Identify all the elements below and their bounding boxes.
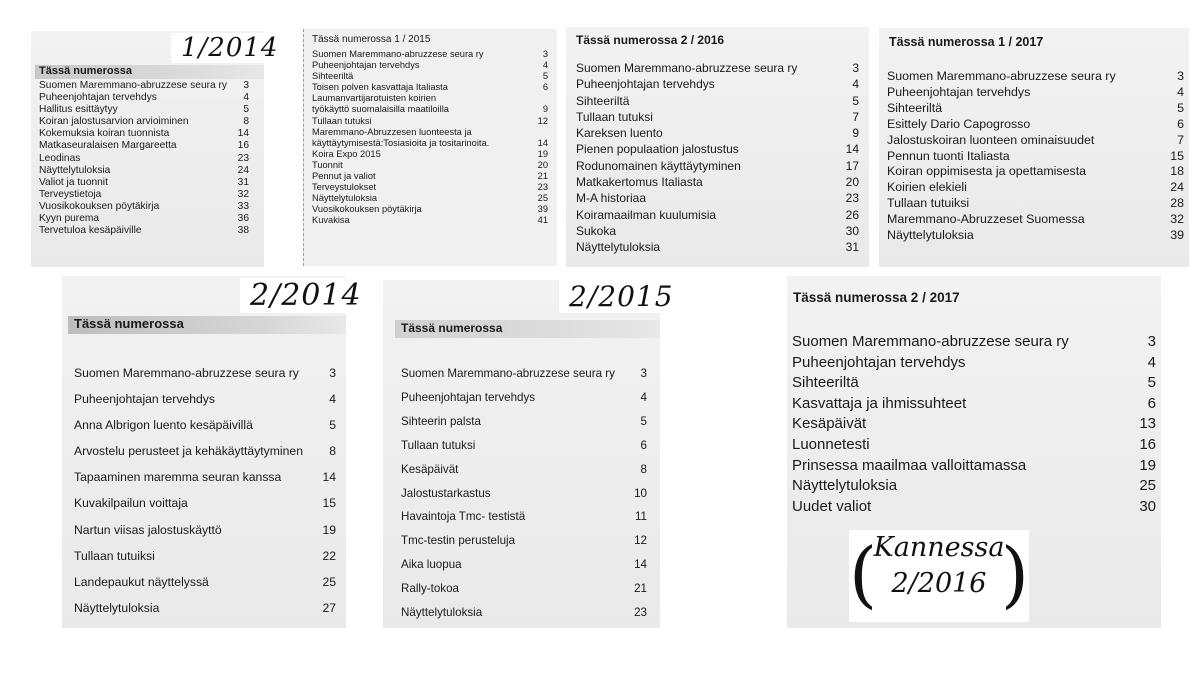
toc-entry-title: Uudet valiot [792, 497, 872, 515]
toc-entry [74, 517, 336, 543]
toc-entry-page: 31 [237, 176, 249, 188]
toc-entry [792, 435, 1156, 456]
toc-entry-page: 24 [1170, 180, 1184, 195]
toc-entry [401, 386, 647, 410]
toc-entry-title: Matkakertomus Italiasta [576, 175, 703, 190]
toc-entry-title: Tullaan tutuksi [401, 438, 476, 452]
toc-entry-page: 30 [845, 223, 859, 238]
toc-entry [39, 225, 249, 237]
toc-entry-title: Anna Albrigon luento kesäpäivillä [74, 418, 253, 433]
toc-entry-title: Kyyn purema [39, 213, 100, 225]
toc-entry-page: 4 [640, 390, 647, 404]
toc-entry-page: 14 [634, 558, 647, 572]
toc-list [576, 60, 859, 256]
toc-entry-title: Sihteerin palsta [401, 414, 481, 428]
toc-entry-title: Terveystulokset [312, 182, 377, 193]
toc-entry-title: Näyttelytuloksia [887, 228, 974, 243]
toc-entry-page: 7 [1177, 132, 1184, 147]
toc-entry-page: 14 [845, 142, 859, 157]
toc-entry-title: Näyttelytuloksia [312, 193, 378, 204]
toc-entry [312, 204, 548, 215]
toc-entry-page: 32 [237, 188, 249, 200]
toc-entry-title: Näyttelytuloksia [792, 477, 898, 495]
toc-entry-page: 5 [1177, 100, 1184, 115]
toc-entry-title: Maremmano-Abruzzeset Suomessa [887, 212, 1085, 227]
toc-card-2015-1 [303, 29, 557, 266]
toc-entry [401, 410, 647, 434]
handwritten-issue-label: 2/2014 [240, 278, 372, 313]
toc-entry-page: 9 [852, 126, 859, 141]
toc-entry-page: 6 [1147, 394, 1156, 412]
toc-entry-title: Tullaan tutuksi [576, 109, 653, 124]
toc-card-2017-1 [879, 28, 1189, 267]
toc-entry [39, 104, 249, 116]
toc-entry-title: M-A historiaa [576, 191, 647, 206]
toc-entry-title: Vuosikokouksen pöytäkirja [312, 204, 422, 215]
toc-entry [576, 93, 859, 109]
toc-entry-title: Kasvattaja ja ihmissuhteet [792, 394, 967, 412]
toc-entry [312, 60, 548, 71]
toc-entry-title: Vuosikokouksen pöytäkirja [39, 200, 160, 212]
toc-entry-page: 5 [329, 418, 336, 433]
toc-entry-page: 21 [634, 582, 647, 596]
handwritten-issue-label: 2/2015 [559, 280, 684, 313]
toc-entry-title: Koirien elekieli [887, 180, 967, 195]
toc-entry-title: Landepaukut näyttelyssä [74, 574, 209, 589]
toc-entry-title: Tervetuloa kesäpäiville [39, 225, 142, 237]
toc-entry-title: Terveystietoja [39, 188, 102, 200]
toc-entry-page: 3 [1147, 333, 1156, 350]
toc-entry-page: 12 [634, 534, 647, 548]
toc-entry [887, 133, 1184, 149]
toc-entry [74, 438, 336, 464]
toc-entry-title: työkäyttö suomalaisilla maatiloilla [312, 104, 449, 115]
toc-entry-page: 19 [322, 522, 336, 537]
toc-entry-page: 19 [537, 148, 548, 159]
toc-entry-page: 4 [243, 92, 249, 104]
toc-entry-title: Puheenjohtajan tervehdys [576, 77, 715, 92]
toc-entry [39, 213, 249, 225]
toc-entry-page: 20 [537, 159, 548, 170]
toc-entry-title: Sihteeriltä [887, 100, 943, 115]
toc-entry-title: Suomen Maremmano-abruzzese seura ry [39, 80, 227, 91]
toc-entry [74, 595, 336, 621]
toc-entry-page: 7 [852, 109, 859, 124]
toc-entry-title: Tuonnit [312, 159, 343, 170]
toc-entry [39, 201, 249, 213]
toc-entry-page: 4 [1177, 84, 1184, 99]
toc-entry-title: Puheenjohtajan tervehdys [312, 60, 420, 71]
toc-entry [576, 76, 859, 92]
toc-entry [312, 49, 548, 60]
toc-entry [401, 601, 647, 625]
toc-card-2016-2 [566, 27, 869, 267]
toc-entry [39, 177, 249, 189]
toc-entry-title: Koiramaailman kuulumisia [576, 207, 717, 222]
toc-entry-title: Arvostelu perusteet ja kehäkäyttäytyminen [74, 444, 303, 459]
toc-entry [576, 174, 859, 190]
toc-entry-page: 26 [845, 207, 859, 222]
toc-entry-page: 20 [845, 175, 859, 190]
toc-entry-page: 6 [542, 82, 548, 93]
toc-entry-page: 41 [537, 215, 548, 226]
toc-entry-page: 25 [322, 574, 336, 589]
toc-entry-page: 3 [243, 80, 249, 91]
toc-entry [74, 490, 336, 516]
toc-entry-title: Suomen Maremmano-abruzzese seura ry [312, 49, 484, 59]
toc-entry [312, 215, 548, 226]
toc-entry-title: Prinsessa maailmaa valloittamassa [792, 456, 1027, 474]
toc-entry-page: 14 [322, 470, 336, 485]
toc-card-2014-2 [62, 276, 362, 628]
toc-entry-page: 38 [237, 225, 249, 237]
toc-entry [312, 82, 548, 93]
toc-title: Tässä numerossa [39, 65, 132, 77]
toc-entry-page: 4 [1147, 353, 1156, 371]
toc-entry-page: 23 [634, 606, 647, 620]
toc-entry-title: Rodunomainen käyttäytyminen [576, 158, 741, 173]
toc-entry-page: 3 [1177, 69, 1184, 83]
toc-entry [312, 193, 548, 204]
toc-entry [401, 362, 647, 386]
toc-entry-title: Luonnetesti [792, 435, 870, 453]
toc-entry-page: 6 [1177, 116, 1184, 131]
cover-note-line1: Kannessa [873, 532, 1005, 563]
toc-entry-title: Näyttelytuloksia [74, 600, 160, 615]
toc-entry-title: Koiran oppimisesta ja opettamisesta [887, 164, 1087, 179]
toc-list [792, 332, 1156, 517]
toc-entry-page: 5 [852, 93, 859, 108]
toc-card-2015-2 [383, 280, 674, 628]
toc-entry-title: Suomen Maremmano-abruzzese seura ry [792, 333, 1069, 350]
toc-entry-title: Jalostustarkastus [401, 486, 491, 500]
toc-entry [401, 434, 647, 458]
toc-entry [401, 529, 647, 553]
toc-entry-page: 5 [542, 71, 548, 82]
toc-entry-title: Pienen populaation jalostustus [576, 142, 739, 157]
toc-entry-title: Tmc-testin perusteluja [401, 534, 516, 548]
cover-note-line2: 2/2016 [891, 568, 987, 599]
toc-entry-page: 5 [640, 414, 647, 428]
toc-entry-page: 17 [845, 158, 859, 173]
toc-entry-title: Valiot ja tuonnit [39, 176, 108, 188]
toc-entry-page: 6 [640, 438, 647, 452]
toc-entry [401, 577, 647, 601]
toc-entry-title: Aika luopua [401, 558, 462, 572]
toc-entry-page: 12 [537, 115, 548, 126]
toc-entry [39, 92, 249, 104]
handwritten-cover-note [849, 530, 1029, 622]
toc-entry-title: Koira Expo 2015 [312, 148, 381, 159]
toc-title: Tässä numerossa 1 / 2015 [312, 34, 431, 45]
toc-entry [792, 373, 1156, 394]
toc-entry [39, 153, 249, 165]
toc-entry [39, 128, 249, 140]
toc-entry [792, 332, 1156, 353]
toc-entry-title: Näyttelytuloksia [576, 240, 661, 255]
toc-entry-title: Kesäpäivät [401, 462, 459, 476]
toc-entry-title: Kuvakisa [312, 215, 350, 226]
toc-entry [74, 412, 336, 438]
toc-entry-page: 3 [329, 366, 336, 380]
toc-entry-title: Pennun tuonti Italiasta [887, 148, 1010, 163]
toc-entry-title: Kokemuksia koiran tuonnista [39, 128, 170, 140]
toc-entry-title: Havaintoja Tmc- testistä [401, 510, 526, 524]
toc-entry-title: Puheenjohtajan tervehdys [401, 390, 536, 404]
toc-entry-title: käyttäytymisestä:Tosiasioita ja tositarinoita. [312, 137, 490, 148]
toc-entry-page: 24 [237, 164, 249, 176]
toc-entry [887, 164, 1184, 180]
toc-entry [792, 414, 1156, 435]
toc-entry [312, 149, 548, 160]
toc-entry-page: 16 [237, 140, 249, 152]
toc-entry-page: 28 [1170, 196, 1184, 211]
toc-entry [312, 171, 548, 182]
toc-entry [576, 239, 859, 255]
toc-entry [312, 182, 548, 193]
toc-entry [576, 109, 859, 125]
toc-entry [576, 190, 859, 206]
toc-entry-page: 13 [1139, 415, 1156, 433]
toc-entry-title: Suomen Maremmano-abruzzese seura ry [74, 366, 299, 380]
toc-entry [39, 165, 249, 177]
toc-entry [39, 116, 249, 128]
toc-entry-page: 4 [852, 77, 859, 92]
toc-entry-title: Tapaaminen maremma seuran kanssa [74, 470, 282, 485]
toc-entry [312, 104, 548, 115]
toc-entry [312, 93, 548, 104]
toc-entry [887, 228, 1184, 244]
toc-entry [792, 497, 1156, 518]
open-paren: ( [849, 532, 878, 616]
toc-entry-page: 30 [1139, 497, 1156, 515]
toc-card-2017-2 [787, 276, 1161, 628]
toc-title: Tässä numerossa 2 / 2017 [793, 290, 960, 305]
toc-entry [74, 543, 336, 569]
toc-entry [576, 141, 859, 157]
toc-entry [576, 60, 859, 76]
toc-entry [74, 386, 336, 412]
toc-entry-page: 25 [1139, 477, 1156, 495]
toc-entry-title: Koiran jalostusarvion arvioiminen [39, 116, 189, 128]
toc-entry [401, 458, 647, 482]
toc-list [401, 362, 647, 625]
toc-entry-page: 22 [322, 548, 336, 563]
toc-entry [401, 505, 647, 529]
toc-entry-title: Tullaan tutuiksi [74, 548, 155, 563]
toc-list [39, 80, 249, 237]
toc-title: Tässä numerossa [401, 321, 503, 335]
toc-entry-title: Puheenjohtajan tervehdys [792, 353, 966, 371]
toc-entry [39, 189, 249, 201]
toc-entry-title: Maremmano-Abruzzesen luonteesta ja [312, 126, 472, 137]
toc-entry [401, 482, 647, 506]
toc-entry [312, 127, 548, 138]
toc-entry-title: Leodinas [39, 152, 81, 164]
toc-entry-page: 16 [1139, 435, 1156, 453]
toc-entry-title: Jalostuskoiran luonteen ominaisuudet [887, 132, 1095, 147]
toc-entry [39, 140, 249, 152]
toc-entry-page: 23 [537, 182, 548, 193]
toc-entry [887, 101, 1184, 117]
toc-entry [792, 476, 1156, 497]
toc-entry-title: Pennut ja valiot [312, 171, 376, 182]
toc-entry [312, 160, 548, 171]
toc-entry [74, 360, 336, 386]
toc-entry [74, 569, 336, 595]
toc-entry-page: 25 [537, 193, 548, 204]
toc-entry-page: 14 [237, 128, 249, 140]
toc-entry-title: Kuvakilpailun voittaja [74, 496, 188, 511]
toc-entry-page: 18 [1170, 164, 1184, 179]
toc-entry [576, 158, 859, 174]
toc-entry-page: 5 [1147, 374, 1156, 392]
toc-entry [39, 80, 249, 92]
toc-entry-page: 14 [537, 137, 548, 148]
toc-entry-page: 23 [237, 152, 249, 164]
toc-entry-page: 4 [542, 60, 548, 71]
toc-entry [887, 117, 1184, 133]
handwritten-issue-label: 1/2014 [171, 33, 288, 63]
toc-entry [792, 353, 1156, 374]
toc-entry [887, 180, 1184, 196]
toc-entry-page: 21 [537, 171, 548, 182]
toc-entry [887, 69, 1184, 85]
toc-entry-page: 8 [243, 116, 249, 128]
toc-card-2014-1 [31, 31, 279, 267]
toc-entry-page: 27 [322, 600, 336, 615]
toc-entry-page: 15 [1170, 148, 1184, 163]
toc-entry-title: Sihteeriltä [312, 71, 354, 82]
toc-entry [792, 456, 1156, 477]
toc-title: Tässä numerossa 2 / 2016 [576, 33, 725, 47]
toc-entry-page: 11 [634, 510, 647, 524]
toc-entry-page: 39 [537, 204, 548, 215]
toc-entry-title: Suomen Maremmano-abruzzese seura ry [401, 367, 615, 380]
toc-entry-page: 15 [322, 496, 336, 511]
toc-entry-page: 4 [329, 392, 336, 407]
toc-entry-title: Rally-tokoa [401, 582, 459, 596]
toc-entry [887, 149, 1184, 165]
toc-entry-page: 3 [852, 61, 859, 75]
toc-entry-title: Toisen polven kasvattaja Italiasta [312, 82, 448, 93]
toc-list [74, 360, 336, 621]
toc-entry-title: Suomen Maremmano-abruzzese seura ry [887, 69, 1116, 83]
toc-entry-page: 8 [640, 462, 647, 476]
toc-entry [312, 71, 548, 82]
toc-entry-page: 3 [640, 367, 647, 380]
toc-entry-title: Näyttelytuloksia [39, 164, 111, 176]
toc-entry [576, 223, 859, 239]
toc-entry-title: Tullaan tutuksi [312, 115, 372, 126]
toc-entry-title: Kareksen luento [576, 126, 663, 141]
toc-entry-page: 33 [237, 200, 249, 212]
toc-entry-title: Näyttelytuloksia [401, 606, 483, 620]
toc-entry-title: Suomen Maremmano-abruzzese seura ry [576, 61, 798, 75]
toc-entry [576, 125, 859, 141]
toc-entry-page: 36 [237, 213, 249, 225]
toc-entry [887, 196, 1184, 212]
toc-title: Tässä numerossa [74, 316, 184, 331]
toc-entry-title: Puheenjohtajan tervehdys [39, 92, 157, 104]
toc-entry-title: Puheenjohtajan tervehdys [74, 392, 215, 407]
toc-entry [792, 394, 1156, 415]
toc-entry-page: 5 [243, 104, 249, 116]
toc-entry-title: Esittely Dario Capogrosso [887, 116, 1031, 131]
toc-entry-page: 3 [542, 49, 548, 59]
toc-list [312, 49, 548, 227]
toc-entry-page: 39 [1170, 228, 1184, 243]
toc-entry-title: Hallitus esittäytyy [39, 104, 118, 116]
toc-entry-title: Tullaan tutuiksi [887, 196, 970, 211]
toc-entry [312, 116, 548, 127]
toc-entry-page: 9 [542, 104, 548, 115]
toc-entry-page: 10 [634, 486, 647, 500]
toc-entry-title: Sukoka [576, 223, 617, 238]
toc-entry-title: Nartun viisas jalostuskäyttö [74, 522, 222, 537]
toc-entry-page: 19 [1139, 456, 1156, 474]
toc-entry [401, 553, 647, 577]
close-paren: ) [1000, 532, 1029, 616]
toc-entry [74, 464, 336, 490]
toc-entry-title: Laumanvartijarotuisten koirien [312, 93, 437, 104]
toc-entry-page: 31 [845, 240, 859, 255]
toc-entry-page: 23 [845, 191, 859, 206]
toc-entry [887, 212, 1184, 228]
toc-entry-title: Sihteeriltä [576, 93, 630, 108]
toc-entry-title: Puheenjohtajan tervehdys [887, 84, 1031, 99]
toc-entry [887, 85, 1184, 101]
toc-entry [576, 207, 859, 223]
toc-list [887, 69, 1184, 244]
toc-title: Tässä numerossa 1 / 2017 [889, 35, 1044, 49]
toc-entry-page: 32 [1170, 212, 1184, 227]
toc-entry-page: 8 [329, 444, 336, 459]
toc-entry [312, 138, 548, 149]
toc-entry-title: Kesäpäivät [792, 415, 867, 433]
toc-entry-title: Sihteeriltä [792, 374, 859, 392]
toc-entry-title: Matkaseuralaisen Margareetta [39, 140, 177, 152]
